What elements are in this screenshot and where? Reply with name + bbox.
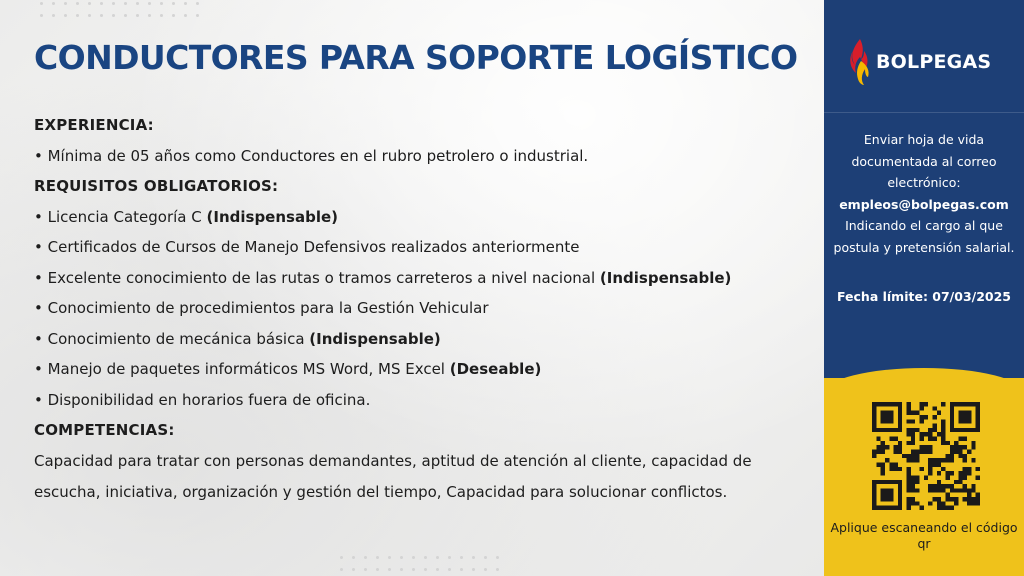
requisitos-item-text: • Excelente conocimiento de las rutas o tramos carreteros a nivel nacional [34,268,600,287]
experiencia-item-text: • Mínima de 05 años como Conductores en el rubro petrolero o industrial. [34,146,589,165]
requisitos-item [34,324,814,355]
scan-instructions: Aplique escaneando el código qr [830,520,1018,551]
requisitos-item [34,263,814,294]
requisitos-item-text: • Conocimiento de procedimientos para la Gestión Vehicular [34,299,489,317]
contact-email[interactable]: empleos@bolpegas.com [839,196,1009,212]
page-title: CONDUCTORES PARA SOPORTE LOGÍSTICO [34,38,798,77]
contact-instructions [830,129,1018,258]
requisitos-item-text: • Conocimiento de mecánica básica [34,329,310,348]
flame-icon [846,37,874,87]
contact-intro: Enviar hoja de vida documentada al correo electrónico: [851,132,997,190]
requisitos-item-tag: (Deseable) [449,360,542,378]
requisitos-item-text: • Disponibilidad en horarios fuera de oficina. [34,390,371,409]
experiencia-list [34,141,814,172]
requisitos-item-text: • Manejo de paquetes informáticos MS Word, MS Excel [34,360,450,378]
requisitos-item-tag: (Indispensable) [309,329,441,348]
qr-code-graphic [872,402,980,510]
requisitos-item-text: • Certificados de Cursos de Manejo Defensivos realizados anteriormente [34,238,580,256]
decorative-dots-bottom [340,556,508,576]
requisitos-item [34,293,814,324]
section-heading-experiencia: EXPERIENCIA: [34,116,154,134]
requisitos-item-tag: (Indispensable) [206,207,338,226]
qr-code-icon[interactable] [872,402,980,510]
competencias-text: Capacidad para tratar con personas demandantes, aptitud de atención al cliente, capacidad de escucha, iniciativa, organización y gestión del tiempo, Capacidad para solucionar conflictos. [34,451,752,501]
contact-outro: Indicando el cargo al que postula y pretensión salarial. [833,218,1015,255]
requisitos-item [34,385,814,416]
job-description [34,110,814,508]
requisitos-item [34,232,814,263]
decorative-dots-top [40,2,208,26]
requisitos-item-tag: (Indispensable) [599,268,732,287]
requisitos-item [34,202,814,233]
deadline-text: Fecha límite: 07/03/2025 [837,289,1011,304]
requisitos-list [34,202,814,416]
requisitos-item-text: • Licencia Categoría C [34,207,207,226]
experiencia-item [34,141,814,172]
section-heading-requisitos: REQUISITOS OBLIGATORIOS: [34,177,279,195]
company-logo [846,36,1016,88]
section-heading-competencias: COMPETENCIAS: [34,421,175,439]
sidebar-divider [824,112,1024,113]
logo-text: BOLPEGAS [876,51,992,73]
requisitos-item [34,354,814,385]
